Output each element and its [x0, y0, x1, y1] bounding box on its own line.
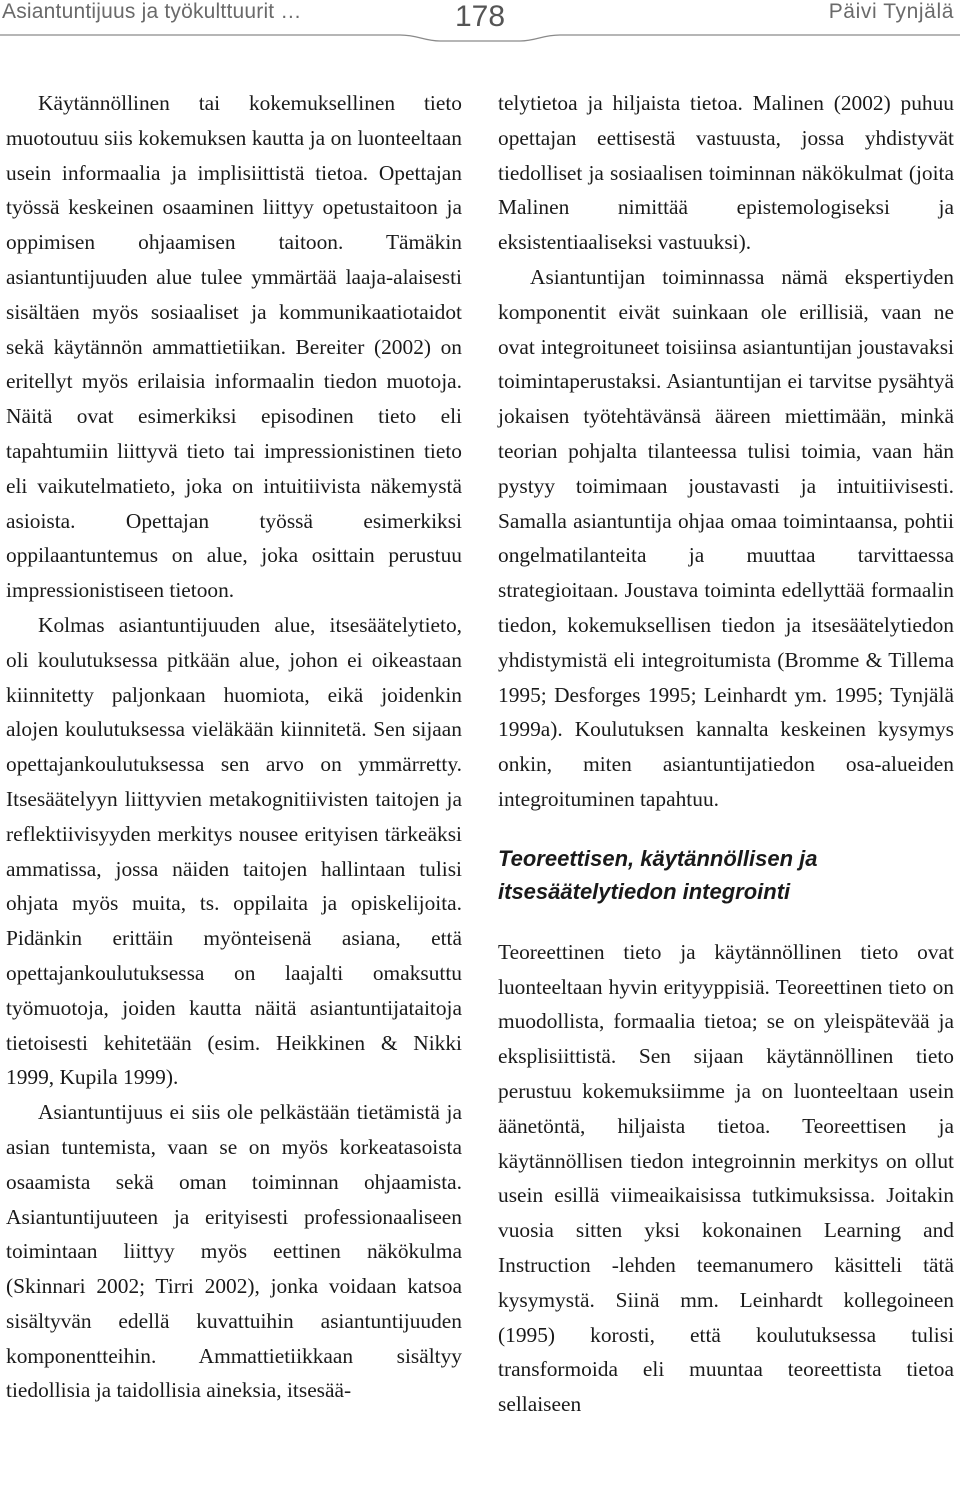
section-heading: Teoreettisen, käytännöllisen ja itsesäätelytiedon integrointi — [498, 845, 818, 904]
paragraph: Asiantuntijan toiminnassa nämä ekspertiyden komponentit eivät suinkaan ole erillisiä, vaan ne ovat integroituneet toisiinsa asiantuntijan joustavaksi toimintaperustaksi. Asiantuntijan ei tarvitse pysähtyä jokaisen työtehtävänsä ääreen miettimään, minkä teorian pohjalta tilanteessa tulisi toimia, vaan hän pystyy toimimaan joustavasti ja intuitiivisesti. Samalla asiantuntija ohjaa omaa toimintaansa, pohtii ongelmatilanteita ja muuttaa tarvittaessa strategioitaan. Joustava toiminta edellyttää formaalin tiedon, kokemuksellisen tiedon ja itsesäätelytiedon yhdistymistä eli integroitumista (Bromme & Tillema 1995; Desforges 1995; Leinhardt ym. 1995; Tynjälä 1999a). Koulutuksen kannalta keskeinen kysymys onkin, miten asiantuntijatiedon osa-alueiden integroituminen tapahtuu. — [498, 264, 954, 811]
paragraph: Käytännöllinen tai kokemuksellinen tieto muotoutuu siis kokemuksen kautta ja on luonteeltaan usein informaalia ja implisiittistä tietoa. Opettajan työssä keskeinen osaaminen liittyy opetustaitoon ja oppimisen ohjaamisen taitoon. Tämäkin asiantuntijuuden alue tulee ymmärtää laaja-alaisesti sisältäen myös sosiaaliset ja kommunikaatiotaidot sekä käytännön ammattietiikan. Bereiter (2002) on eritellyt myös erilaisia informaalin tiedon muotoja. Näitä ovat esimerkiksi episodinen tieto eli tapahtumiin liittyvä tieto tai impressionistinen tieto eli vaikutelmatieto, joka on intuitiivista näkemystä asioista. Opettajan työssä esimerkiksi oppilaantuntemus on alue, joka osittain perustuu impressionistiseen tietoon. — [6, 91, 462, 603]
paragraph-continued: telytietoa ja hiljaista tietoa. Malinen (2002) puhuu opettajan eettisestä vastuusta, jossa yhdistyvät tiedolliset ja sosiaalisen toiminnan näkökulmat (joita Malinen nimittää epistemologiseksi ja eksistentiaaliseksi vastuuksi). — [498, 91, 954, 255]
paragraph: Kolmas asiantuntijuuden alue, itsesäätelytieto, oli koulutuksessa pitkään alue, johon ei oikeastaan kiinnitetty paljonkaan huomiota, eikä joidenkin alojen koulutuksessa vieläkään kiinnitetä. Sen sijaan opettajankoulutuksessa sen arvo on ymmärretty. Itsesäätelyyn liittyvien metakognitiivisten taitojen ja reflektiivisyyden merkitys nousee erityisen tärkeäksi ammatissa, jossa näiden taitojen hallintaan tulisi ohjata myös muita, ts. oppilaita ja opiskelijoita. Pidänkin erittäin myönteisenä asiana, että opettajankoulutuksessa on laajalti omaksuttu työmuotoja, joiden kautta näitä asiantuntijataitoja tietoisesti kehitetään (esim. Heikkinen & Nikki 1999, Kupila 1999). — [6, 612, 462, 1090]
running-author: Päivi Tynjälä — [828, 0, 954, 23]
right-column — [498, 86, 954, 1422]
paragraph: Teoreettinen tieto ja käytännöllinen tieto ovat luonteeltaan hyvin erityyppisiä. Teoreettinen tieto on muodollista, formaalia tietoa; se on yleispätevää ja eksplisiittistä. Sen sijaan käytännöllinen tieto perustuu kokemuksiimme ja on luonteeltaan usein äänetöntä, hiljaista tietoa. Teoreettisen ja käytännöllisen tiedon integroinnin merkitys on ollut usein esillä viimeaikaisissa tutkimuksissa. Joitakin vuosia sitten yksi kokonainen Learning and Instruction -lehden teemanumero käsitteli tätä kysymystä. Siinä mm. Leinhardt kollegoineen (1995) korosti, että koulutuksessa tulisi transformoida eli muuntaa teoreettista tietoa sellaiseen — [498, 939, 954, 1417]
page-header — [0, 0, 960, 50]
running-title: Asiantuntijuus ja työkulttuurit … — [2, 0, 302, 23]
paragraph: Asiantuntijuus ei siis ole pelkästään tietämistä ja asian tuntemista, vaan se on myös korkeatasoista osaamista sekä oman toiminnan ohjaamista. Asiantuntijuuteen ja erityisesti professionaaliseen toimintaan liittyy myös eettinen näkökulma (Skinnari 2002; Tirri 2002), jonka voidaan katsoa sisältyvän edellä kuvattuihin asiantuntijuuden komponentteihin. Ammattietiikkaan sisältyy tiedollisia ja taidollisia aineksia, itsesää- — [6, 1100, 462, 1403]
left-column — [6, 86, 462, 1408]
page-number: 178 — [454, 0, 506, 33]
